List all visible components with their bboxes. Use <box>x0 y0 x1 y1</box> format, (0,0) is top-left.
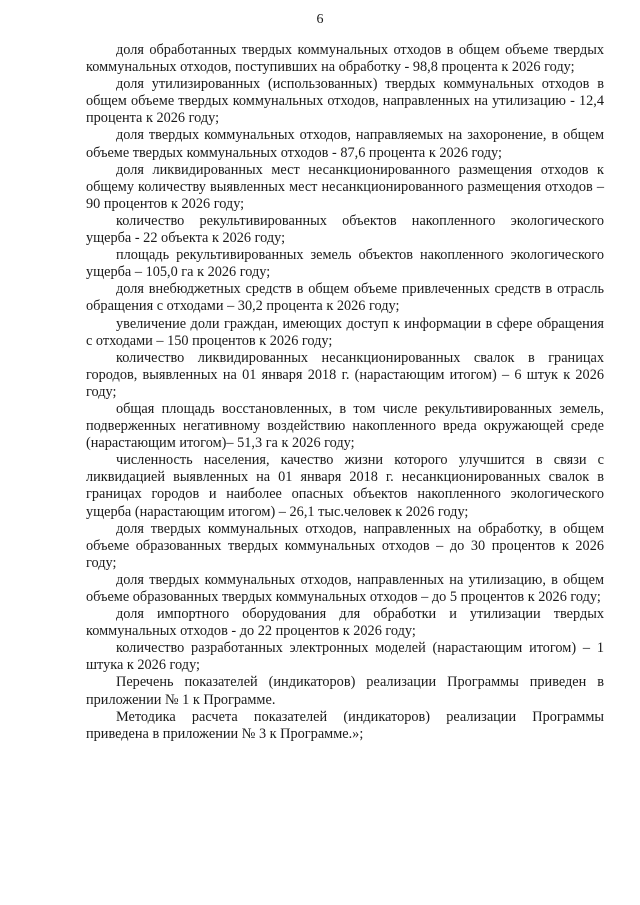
paragraph-liquidated-dumps-count: количество ликвидированных несанкционированных свалок в границах городов, выявленных на 01 января 2018 г. (нарастающим итогом) – 6 штук к 2026 году; <box>86 349 604 400</box>
paragraph-recultivated-land-area: площадь рекультивированных земель объектов накопленного экологического ущерба – 105,0 га к 2026 году; <box>86 247 604 281</box>
paragraph-calculation-method-reference: Методика расчета показателей (индикаторов) реализации Программы приведена в приложении № 3 к Программе.»; <box>86 708 604 742</box>
paragraph-recultivated-objects-count: количество рекультивированных объектов накопленного экологического ущерба - 22 объекта к 2026 году; <box>86 212 604 247</box>
page-number: 6 <box>316 12 324 27</box>
paragraph-electronic-models-count: количество разработанных электронных моделей (нарастающим итогом) – 1 штука к 2026 году; <box>86 640 604 674</box>
paragraph-utilized-waste-share: доля утилизированных (использованных) твердых коммунальных отходов в общем объеме твердых коммунальных отходов, направленных на утилизацию - 12,4 процента к 2026 году; <box>86 76 604 127</box>
paragraph-population-quality-of-life: численность населения, качество жизни которого улучшится в связи с ликвидацией выявленных на 01 января 2018 г. несанкционированных свалок в границах городов и наиболее опасных объектов накопленного экологического ущерба (нарастающим итогом) – 26,1 тыс.человек к 2026 году; <box>86 452 604 520</box>
paragraph-extrabudgetary-funds-share: доля внебюджетных средств в общем объеме привлеченных средств в отрасль обращения с отходами – 30,2 процента к 2026 году; <box>86 281 604 315</box>
paragraph-waste-to-utilization-share: доля твердых коммунальных отходов, направленных на утилизацию, в общем объеме образованных твердых коммунальных отходов – до 5 процентов к 2026 году; <box>86 571 604 605</box>
document-body <box>86 42 604 743</box>
paragraph-indicator-list-reference: Перечень показателей (индикаторов) реализации Программы приведен в приложении № 1 к Программе. <box>86 674 604 708</box>
paragraph-liquidated-sites-share: доля ликвидированных мест несанкционированного размещения отходов к общему количеству выявленных мест несанкционированного размещения отходов – 90 процентов к 2026 году; <box>86 161 604 212</box>
paragraph-information-access: увеличение доли граждан, имеющих доступ к информации в сфере обращения с отходами – 150 процентов к 2026 году; <box>86 315 604 349</box>
paragraph-imported-equipment-share: доля импортного оборудования для обработки и утилизации твердых коммунальных отходов - до 22 процентов к 2026 году; <box>86 606 604 640</box>
paragraph-waste-to-processing-share: доля твердых коммунальных отходов, направленных на обработку, в общем объеме образованных твердых коммунальных отходов – до 30 процентов к 2026 году; <box>86 520 604 571</box>
paragraph-processed-waste-share: доля обработанных твердых коммунальных отходов в общем объеме твердых коммунальных отходов, поступивших на обработку - 98,8 процента к 2026 году; <box>86 42 604 76</box>
paragraph-restored-land-area: общая площадь восстановленных, в том числе рекультивированных земель, подверженных негативному воздействию накопленного вреда окружающей среде (нарастающим итогом)– 51,3 га к 2026 году; <box>86 400 604 452</box>
paragraph-landfill-waste-share: доля твердых коммунальных отходов, направляемых на захоронение, в общем объеме твердых коммунальных отходов - 87,6 процента к 2026 году; <box>86 127 604 161</box>
